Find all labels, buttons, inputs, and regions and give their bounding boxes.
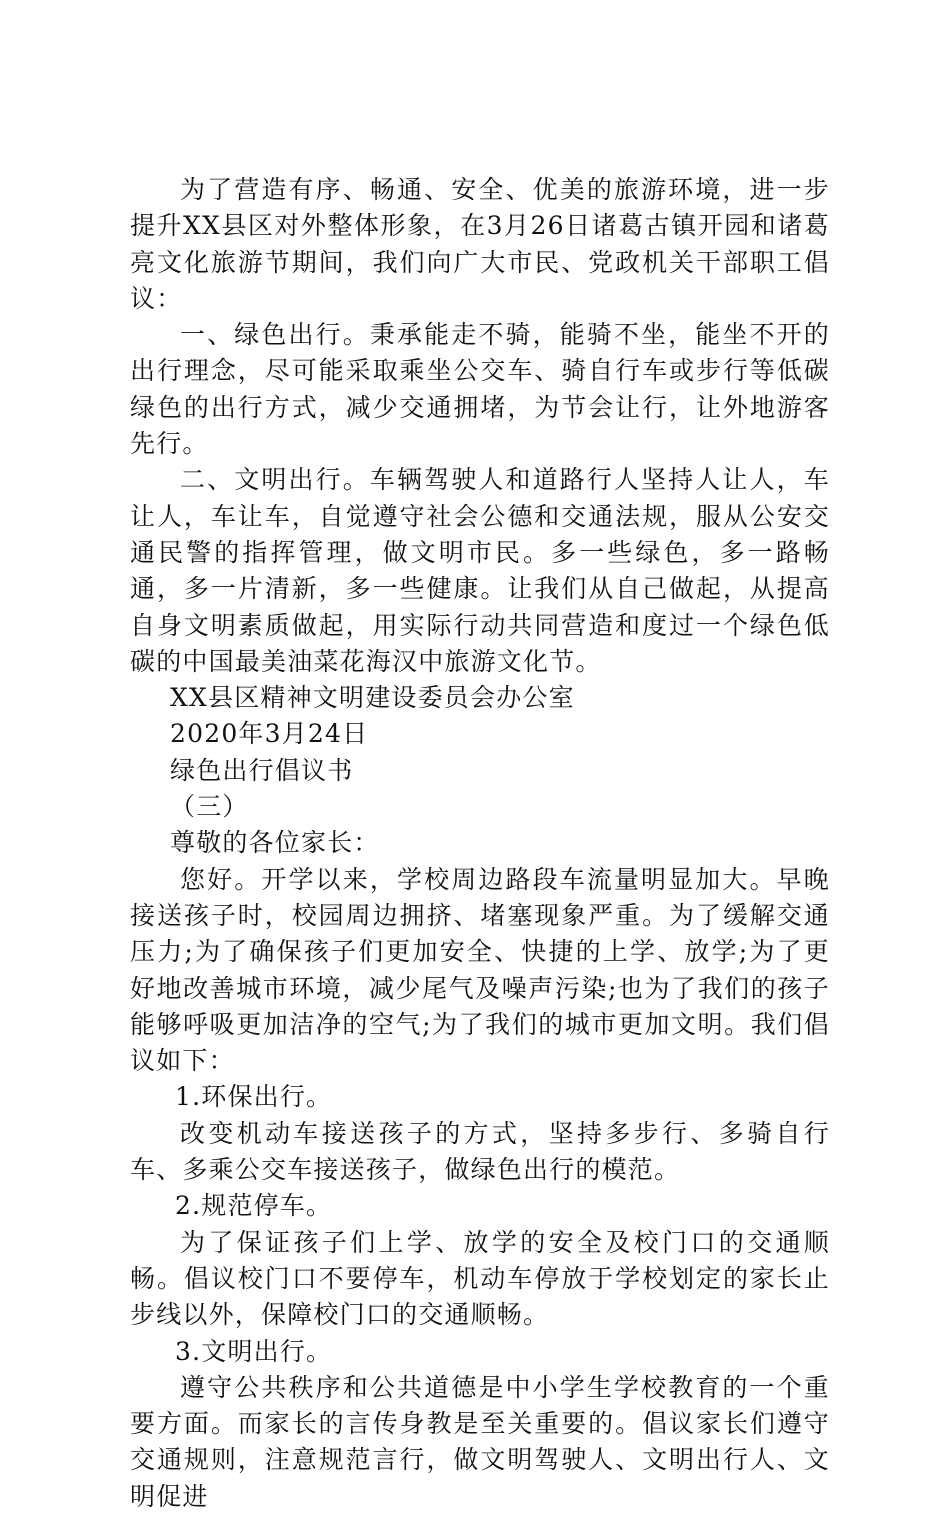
item-heading-2: 2.规范停车。 <box>175 1191 333 1221</box>
paragraph-civil-travel: 二、文明出行。车辆驾驶人和道路行人坚持人让人，车让人，车让车，自觉遵守社会公德和交通法规，服从公安交通民警的指挥管理，做文明市民。多一些绿色，多一路畅通，多一片清新，多一些健康。让我们从自己做起，从提高自身文明素质做起，用实际行动共同营造和度过一个绿色低碳的中国最美油菜花海汉中旅游文化节。 <box>130 465 830 676</box>
item-body-2: 为了保证孩子们上学、放学的安全及校门口的交通顺畅。倡议校门口不要停车，机动车停放于学校划定的家长止步线以外，保障校门口的交通顺畅。 <box>130 1227 830 1330</box>
paragraph-greeting: 您好。开学以来，学校周边路段车流量明显加大。早晚接送孩子时，校园周边拥挤、堵塞现象严重。为了缓解交通压力;为了确保孩子们更加安全、快捷的上学、放学;为了更好地改善城市环境，减少尾气及噪声污染;也为了我们的孩子能够呼吸更加洁净的空气;为了我们的城市更加文明。我们倡议如下： <box>130 864 830 1076</box>
signature-date: 2020年3月24日 <box>170 719 369 749</box>
salutation: 尊敬的各位家长： <box>170 828 380 858</box>
section-title: 绿色出行倡议书 <box>170 755 354 785</box>
item-heading-1: 1.环保出行。 <box>175 1082 333 1112</box>
item-heading-3: 3.文明出行。 <box>175 1336 333 1366</box>
item-body-1: 改变机动车接送孩子的方式，坚持多步行、多骑自行车、多乘公交车接送孩子，做绿色出行的模范。 <box>130 1118 830 1185</box>
document-body <box>130 172 830 1515</box>
signature-office: XX县区精神文明建设委员会办公室 <box>170 683 575 713</box>
paragraph-green-travel: 一、绿色出行。秉承能走不骑，能骑不坐，能坐不开的出行理念，尽可能采取乘坐公交车、骑自行车或步行等低碳绿色的出行方式，减少交通拥堵，为节会让行，让外地游客先行。 <box>130 320 830 459</box>
paragraph-intro: 为了营造有序、畅通、安全、优美的旅游环境，进一步提升XX县区对外整体形象，在3月26日诸葛古镇开园和诸葛亮文化旅游节期间，我们向广大市民、党政机关干部职工倡议： <box>130 175 830 313</box>
item-body-3: 遵守公共秩序和公共道德是中小学生学校教育的一个重要方面。而家长的言传身教是至关重要的。倡议家长们遵守交通规则，注意规范言行，做文明驾驶人、文明出行人、文明促进 <box>130 1372 830 1511</box>
section-number: （三） <box>170 792 249 822</box>
